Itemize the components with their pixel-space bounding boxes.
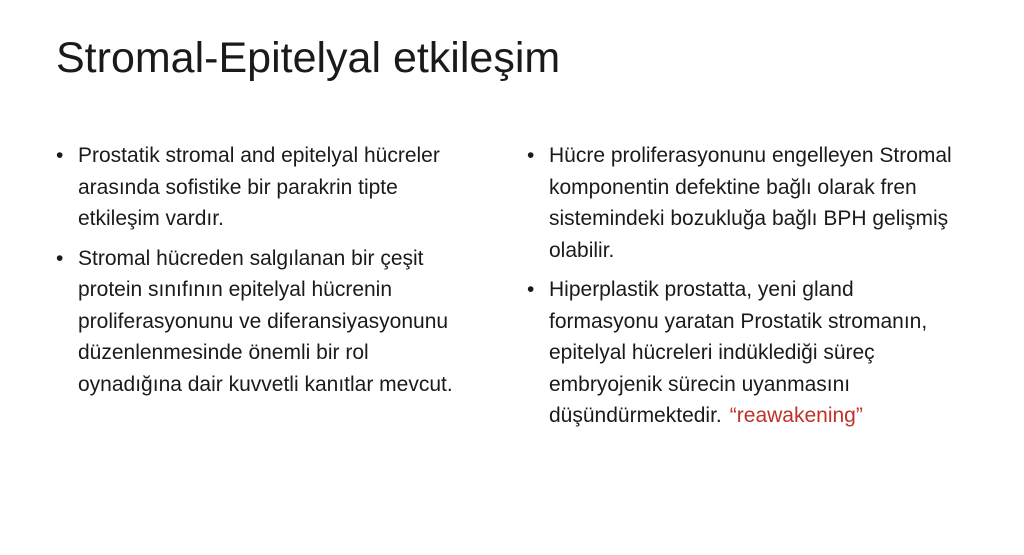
slide-title: Stromal-Epitelyal etkileşim (56, 34, 561, 82)
bullet-text: Prostatik stromal and epitelyal hücreler arasında sofistike bir parakrin tipte etkileşim vardır. (78, 144, 440, 230)
bullet-item (56, 140, 476, 235)
bullet-text: Hiperplastik prostatta, yeni gland formasyonu yaratan Prostatik stromanın, epitelyal hücreleri indüklediği süreç embryojenik sürecin uyanmasını düşündürmektedir. (549, 278, 928, 427)
bullet-text: Stromal hücreden salgılanan bir çeşit protein sınıfının epitelyal hücrenin proliferasyonunu ve diferansiyasyonunu düzenlenmesinde önemli bir rol oynadığına dair kuvvetli kanıtlar mevcut. (78, 246, 453, 396)
right-bullet-list (527, 140, 967, 440)
left-bullet-list (56, 140, 476, 408)
bullet-item (527, 140, 967, 266)
bullet-text: Hücre proliferasyonunu engelleyen Stromal komponentin defektine bağlı olarak fren sistemindeki bozukluğa bağlı BPH gelişmiş olabilir. (549, 144, 952, 262)
bullet-item (56, 243, 476, 401)
reawakening-highlight: “reawakening” (729, 404, 863, 427)
bullet-item (527, 274, 967, 432)
